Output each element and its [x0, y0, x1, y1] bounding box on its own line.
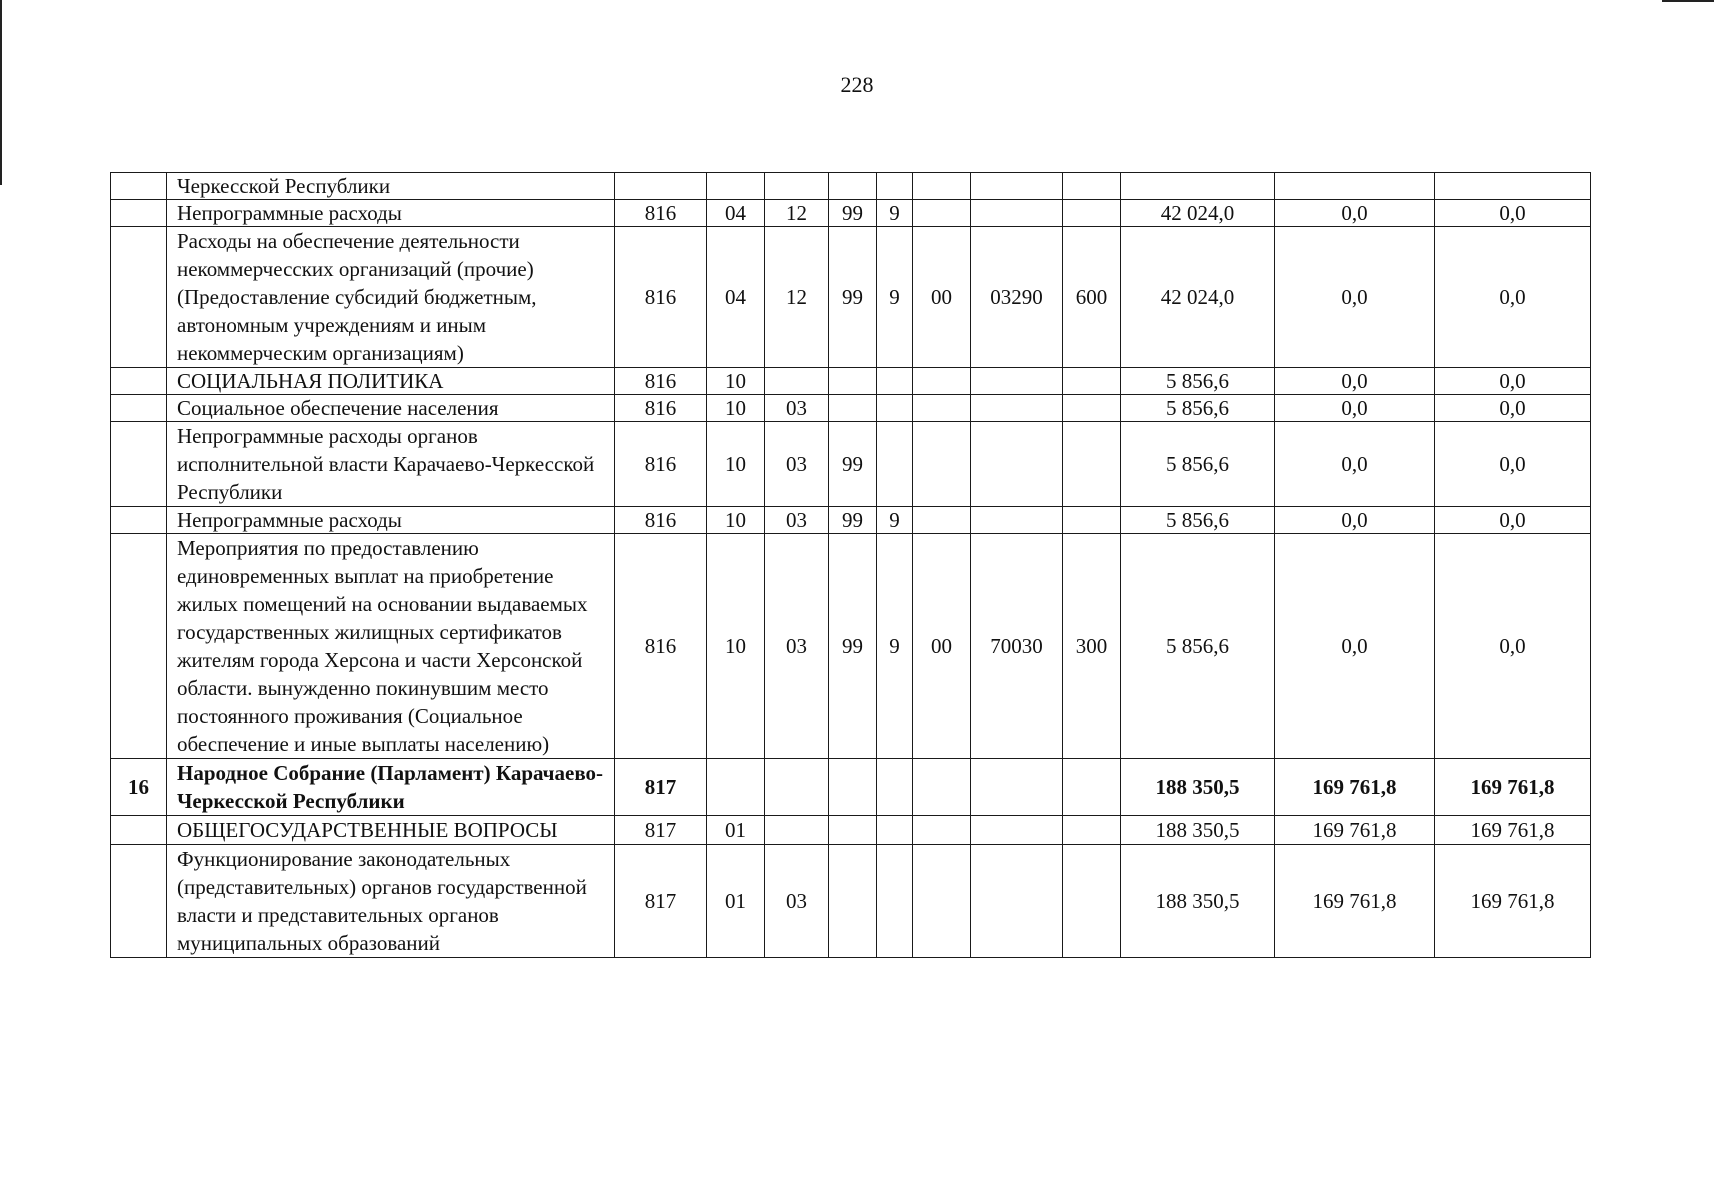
row-name-cell: Расходы на обеспечение деятельности некоммерчесских организаций (прочие) (Предоставление субсидий бюджетным, автономным учреждениям и иным некоммерческим организациям) [167, 227, 615, 368]
amount-year1-cell: 5 856,6 [1121, 507, 1275, 534]
row-index-cell [111, 845, 167, 958]
amount-year3-cell: 0,0 [1435, 368, 1591, 395]
amount-year3-cell: 0,0 [1435, 507, 1591, 534]
subprogram-code-cell [877, 422, 913, 507]
row-name-cell: Непрограммные расходы [167, 507, 615, 534]
amount-year1-cell: 42 024,0 [1121, 200, 1275, 227]
row-index-cell [111, 173, 167, 200]
activity-code-cell [913, 368, 971, 395]
table-row [111, 173, 1591, 200]
section-code-cell: 10 [707, 507, 765, 534]
amount-year3-cell: 0,0 [1435, 534, 1591, 759]
program-code-cell: 99 [829, 534, 877, 759]
ministry-code-cell: 816 [615, 422, 707, 507]
budget-table [110, 172, 1591, 958]
row-name-cell: СОЦИАЛЬНАЯ ПОЛИТИКА [167, 368, 615, 395]
subprogram-code-cell: 9 [877, 507, 913, 534]
activity-code-cell [913, 845, 971, 958]
ministry-code-cell: 816 [615, 368, 707, 395]
direction-code-cell [971, 422, 1063, 507]
section-code-cell: 10 [707, 534, 765, 759]
table-row [111, 534, 1591, 759]
ministry-code-cell: 816 [615, 534, 707, 759]
budget-table-body [111, 173, 1591, 958]
subprogram-code-cell [877, 845, 913, 958]
expense-type-cell: 300 [1063, 534, 1121, 759]
row-index-cell [111, 534, 167, 759]
activity-code-cell: 00 [913, 227, 971, 368]
amount-year3-cell: 169 761,8 [1435, 845, 1591, 958]
subsection-code-cell: 12 [765, 227, 829, 368]
row-index-cell [111, 422, 167, 507]
amount-year3-cell: 0,0 [1435, 227, 1591, 368]
program-code-cell: 99 [829, 422, 877, 507]
table-row [111, 507, 1591, 534]
table-row [111, 200, 1591, 227]
program-code-cell: 99 [829, 227, 877, 368]
subsection-code-cell [765, 816, 829, 845]
amount-year2-cell: 0,0 [1275, 200, 1435, 227]
amount-year1-cell: 188 350,5 [1121, 759, 1275, 816]
activity-code-cell [913, 173, 971, 200]
amount-year2-cell: 0,0 [1275, 368, 1435, 395]
ministry-code-cell: 816 [615, 227, 707, 368]
amount-year2-cell: 0,0 [1275, 534, 1435, 759]
direction-code-cell [971, 395, 1063, 422]
amount-year2-cell: 169 761,8 [1275, 816, 1435, 845]
row-index-cell: 16 [111, 759, 167, 816]
row-name-cell: Черкесской Республики [167, 173, 615, 200]
amount-year3-cell: 0,0 [1435, 422, 1591, 507]
expense-type-cell [1063, 759, 1121, 816]
amount-year2-cell: 0,0 [1275, 507, 1435, 534]
section-code-cell [707, 759, 765, 816]
row-index-cell [111, 816, 167, 845]
amount-year1-cell: 5 856,6 [1121, 395, 1275, 422]
subsection-code-cell [765, 368, 829, 395]
amount-year2-cell: 0,0 [1275, 395, 1435, 422]
activity-code-cell [913, 422, 971, 507]
amount-year1-cell [1121, 173, 1275, 200]
amount-year3-cell: 0,0 [1435, 395, 1591, 422]
direction-code-cell [971, 368, 1063, 395]
amount-year2-cell [1275, 173, 1435, 200]
amount-year2-cell: 0,0 [1275, 422, 1435, 507]
activity-code-cell [913, 816, 971, 845]
amount-year1-cell: 5 856,6 [1121, 368, 1275, 395]
amount-year2-cell: 0,0 [1275, 227, 1435, 368]
subsection-code-cell [765, 173, 829, 200]
subprogram-code-cell [877, 816, 913, 845]
direction-code-cell [971, 507, 1063, 534]
table-row [111, 227, 1591, 368]
amount-year1-cell: 5 856,6 [1121, 534, 1275, 759]
amount-year1-cell: 42 024,0 [1121, 227, 1275, 368]
row-name-cell: Мероприятия по предоставлению единовременных выплат на приобретение жилых помещений на основании выдаваемых государственных жилищных сертификатов жителям города Херсона и части Херсонской области. вынужденно покинувшим место постоянного проживания (Социальное обеспечение и иные выплаты населению) [167, 534, 615, 759]
amount-year3-cell [1435, 173, 1591, 200]
row-index-cell [111, 507, 167, 534]
table-row [111, 816, 1591, 845]
section-code-cell: 04 [707, 200, 765, 227]
activity-code-cell: 00 [913, 534, 971, 759]
amount-year2-cell: 169 761,8 [1275, 845, 1435, 958]
activity-code-cell [913, 507, 971, 534]
row-name-cell: Функционирование законодательных (представительных) органов государственной власти и представительных органов муниципальных образований [167, 845, 615, 958]
row-index-cell [111, 200, 167, 227]
table-row [111, 395, 1591, 422]
expense-type-cell [1063, 845, 1121, 958]
activity-code-cell [913, 395, 971, 422]
direction-code-cell [971, 173, 1063, 200]
row-name-cell: Социальное обеспечение населения [167, 395, 615, 422]
subprogram-code-cell [877, 395, 913, 422]
subsection-code-cell [765, 759, 829, 816]
subsection-code-cell: 03 [765, 534, 829, 759]
subprogram-code-cell [877, 173, 913, 200]
table-row [111, 422, 1591, 507]
program-code-cell [829, 368, 877, 395]
section-code-cell: 01 [707, 845, 765, 958]
section-code-cell [707, 173, 765, 200]
subsection-code-cell: 03 [765, 422, 829, 507]
expense-type-cell [1063, 422, 1121, 507]
amount-year3-cell: 169 761,8 [1435, 816, 1591, 845]
section-code-cell: 10 [707, 395, 765, 422]
ministry-code-cell: 816 [615, 395, 707, 422]
section-code-cell: 04 [707, 227, 765, 368]
table-row [111, 368, 1591, 395]
direction-code-cell [971, 759, 1063, 816]
ministry-code-cell: 816 [615, 507, 707, 534]
table-row [111, 845, 1591, 958]
ministry-code-cell: 817 [615, 759, 707, 816]
expense-type-cell [1063, 200, 1121, 227]
ministry-code-cell [615, 173, 707, 200]
section-code-cell: 01 [707, 816, 765, 845]
direction-code-cell [971, 200, 1063, 227]
subprogram-code-cell: 9 [877, 534, 913, 759]
scan-top-right-mark [1662, 0, 1714, 2]
program-code-cell [829, 845, 877, 958]
program-code-cell [829, 173, 877, 200]
row-index-cell [111, 368, 167, 395]
ministry-code-cell: 816 [615, 200, 707, 227]
ministry-code-cell: 817 [615, 816, 707, 845]
expense-type-cell [1063, 368, 1121, 395]
subprogram-code-cell [877, 368, 913, 395]
subsection-code-cell: 03 [765, 507, 829, 534]
row-name-cell: Народное Собрание (Парламент) Карачаево-Черкесской Республики [167, 759, 615, 816]
page-number: 228 [840, 72, 874, 97]
direction-code-cell: 70030 [971, 534, 1063, 759]
direction-code-cell [971, 816, 1063, 845]
program-code-cell [829, 759, 877, 816]
row-name-cell: Непрограммные расходы [167, 200, 615, 227]
program-code-cell: 99 [829, 507, 877, 534]
subprogram-code-cell: 9 [877, 200, 913, 227]
amount-year3-cell: 0,0 [1435, 200, 1591, 227]
expense-type-cell [1063, 395, 1121, 422]
expense-type-cell [1063, 816, 1121, 845]
subsection-code-cell: 03 [765, 395, 829, 422]
amount-year3-cell: 169 761,8 [1435, 759, 1591, 816]
activity-code-cell [913, 200, 971, 227]
subprogram-code-cell [877, 759, 913, 816]
activity-code-cell [913, 759, 971, 816]
direction-code-cell [971, 845, 1063, 958]
expense-type-cell: 600 [1063, 227, 1121, 368]
section-code-cell: 10 [707, 422, 765, 507]
subsection-code-cell: 03 [765, 845, 829, 958]
row-index-cell [111, 395, 167, 422]
subprogram-code-cell: 9 [877, 227, 913, 368]
program-code-cell: 99 [829, 200, 877, 227]
row-index-cell [111, 227, 167, 368]
row-name-cell: ОБЩЕГОСУДАРСТВЕННЫЕ ВОПРОСЫ [167, 816, 615, 845]
program-code-cell [829, 395, 877, 422]
direction-code-cell: 03290 [971, 227, 1063, 368]
amount-year1-cell: 188 350,5 [1121, 816, 1275, 845]
subsection-code-cell: 12 [765, 200, 829, 227]
expense-type-cell [1063, 507, 1121, 534]
row-name-cell: Непрограммные расходы органов исполнительной власти Карачаево-Черкесской Республики [167, 422, 615, 507]
table-row [111, 759, 1591, 816]
ministry-code-cell: 817 [615, 845, 707, 958]
section-code-cell: 10 [707, 368, 765, 395]
amount-year2-cell: 169 761,8 [1275, 759, 1435, 816]
amount-year1-cell: 188 350,5 [1121, 845, 1275, 958]
amount-year1-cell: 5 856,6 [1121, 422, 1275, 507]
expense-type-cell [1063, 173, 1121, 200]
program-code-cell [829, 816, 877, 845]
